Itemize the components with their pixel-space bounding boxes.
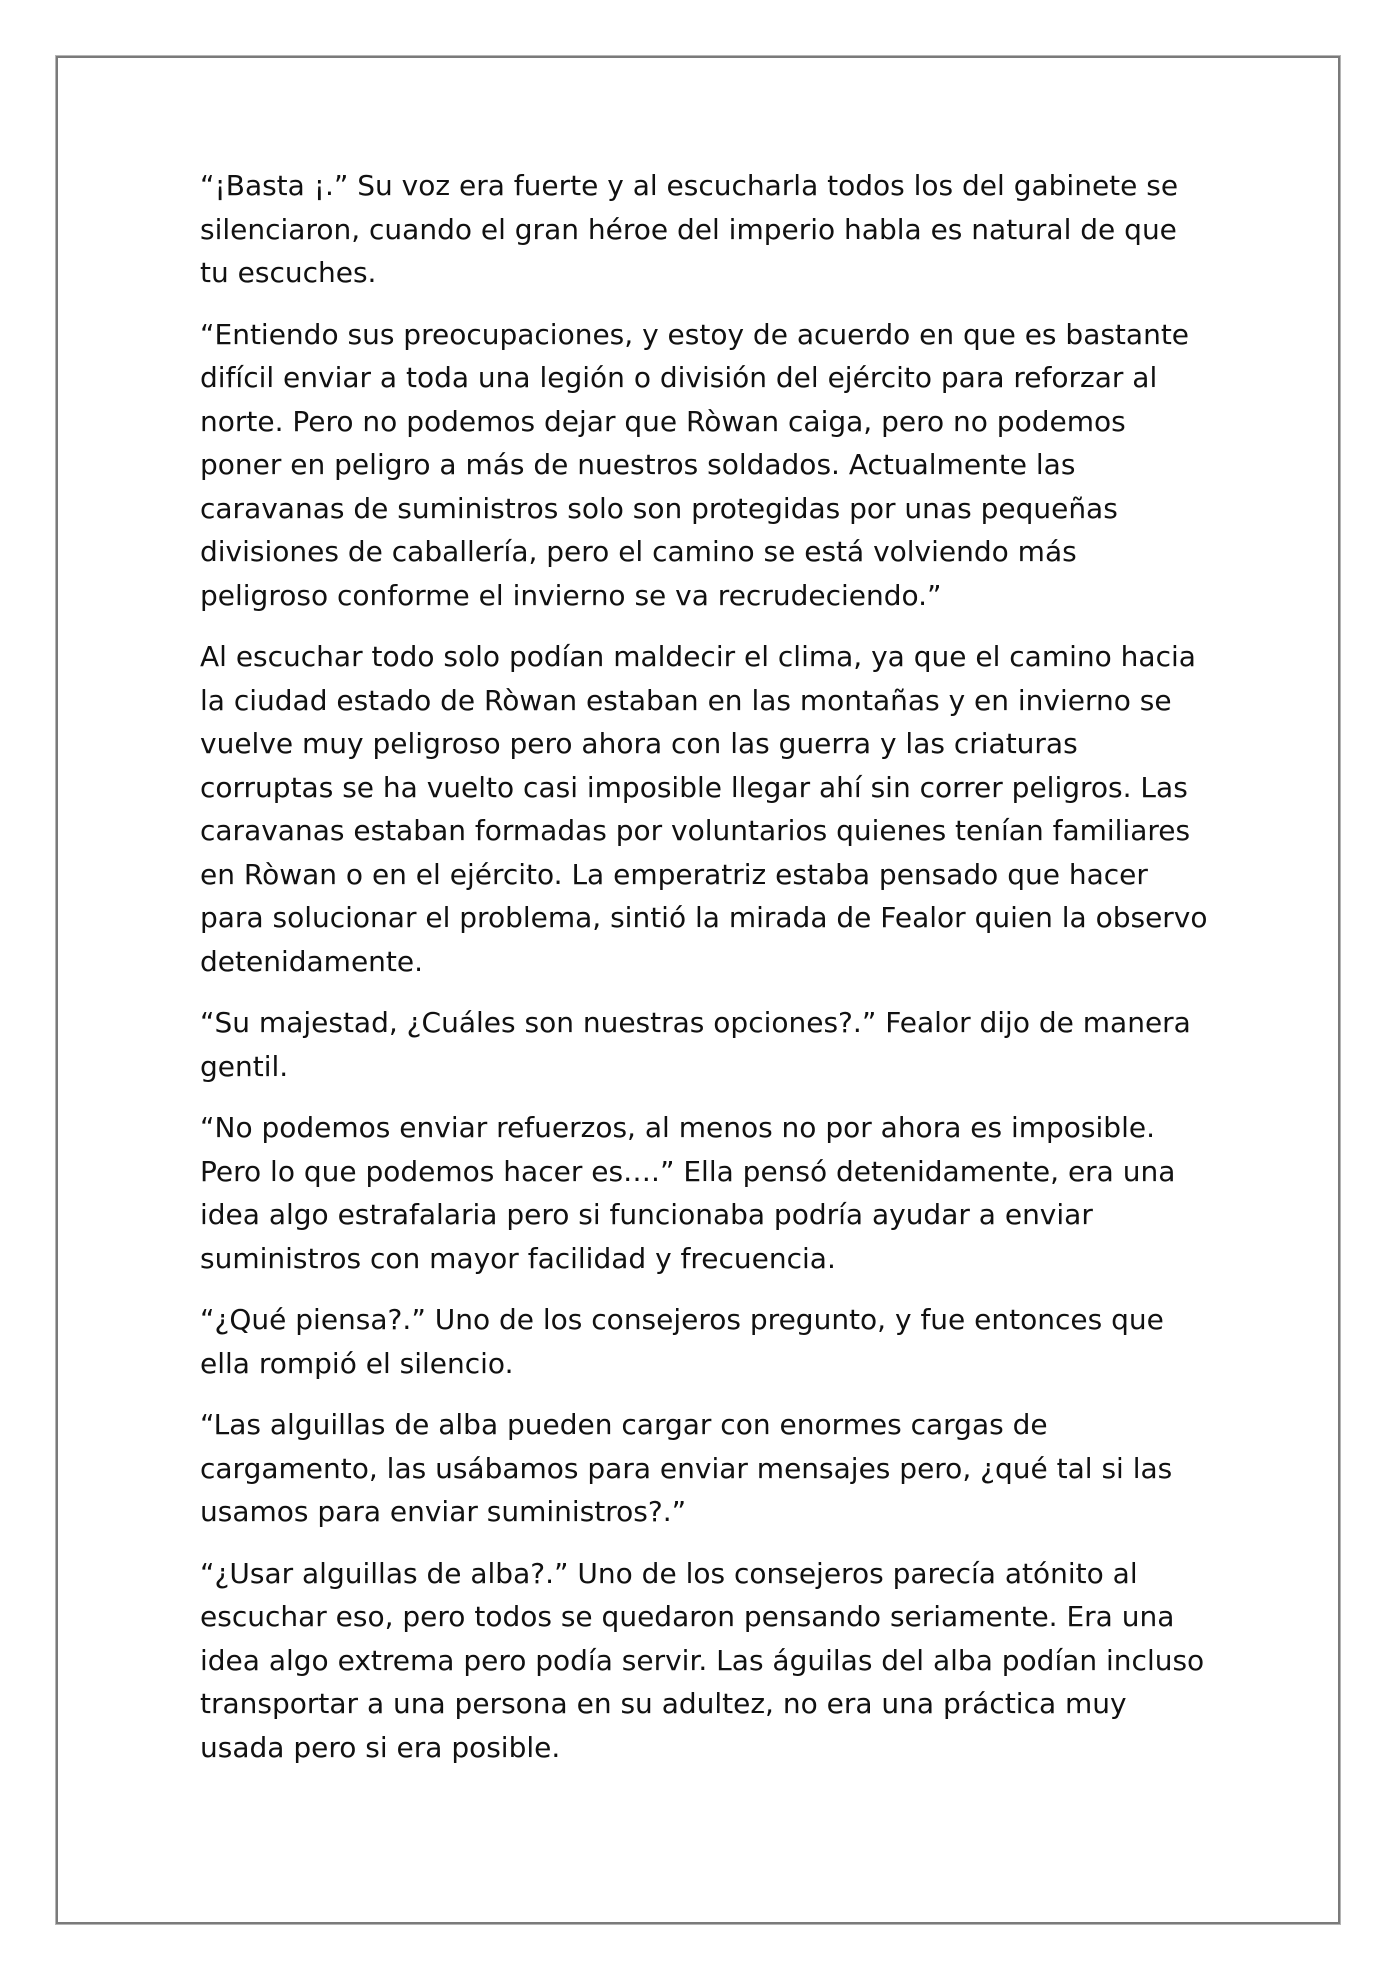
- paragraph-2: “Entiendo sus preocupaciones, y estoy de acuerdo en que es bastante difícil enviar a toda una legión o división del ejército para reforzar al norte. Pero no podemos dejar que Ròwan caiga, pero no podemos poner en peligro a más de nuestros soldados. Actualmente las caravanas de suministros solo son protegidas por unas pequeñas divisiones de caballería, pero el camino se está volviendo más peligroso conforme el invierno se va recrudeciendo.”: [200, 317, 1190, 612]
- paragraph-6: “¿Qué piensa?.” Uno de los consejeros pregunto, y fue entonces que ella rompió el silencio.: [200, 1303, 1164, 1380]
- paragraph-3: Al escuchar todo solo podían maldecir el clima, ya que el camino hacia la ciudad estado de Ròwan estaban en las montañas y en invierno se vuelve muy peligroso pero ahora con las guerra y las criaturas corruptas se ha vuelto casi imposible llegar ahí sin correr peligros. Las caravanas estaban formadas por voluntarios quienes tenían familiares en Ròwan o en el ejército. La emperatriz estaba pensado que hacer para solucionar el problema, sintió la mirada de Fealor quien la observo detenidamente.: [200, 640, 1208, 978]
- document-body: [200, 164, 1210, 1787]
- paragraph-8: “¿Usar alguillas de alba?.” Uno de los consejeros parecía atónito al escuchar eso, pero todos se quedaron pensando seriamente. Era una idea algo extrema pero podía servir. Las águilas del alba podían incluso transportar a una persona en su adultez, no era una práctica muy usada pero si era posible.: [200, 1556, 1205, 1764]
- paragraph-4: “Su majestad, ¿Cuáles son nuestras opciones?.” Fealor dijo de manera gentil.: [200, 1006, 1191, 1083]
- paragraph-7: “Las alguillas de alba pueden cargar con enormes cargas de cargamento, las usábamos para enviar mensajes pero, ¿qué tal si las usamos para enviar suministros?.”: [200, 1408, 1173, 1528]
- paragraph-5: “No podemos enviar refuerzos, al menos no por ahora es imposible. Pero lo que podemos hacer es….” Ella pensó detenidamente, era una idea algo estrafalaria pero si funcionaba podría ayudar a enviar suministros con mayor facilidad y frecuencia.: [200, 1111, 1176, 1275]
- paragraph-1: “¡Basta ¡.” Su voz era fuerte y al escucharla todos los del gabinete se silenciaron, cuando el gran héroe del imperio habla es natural de que tu escuches.: [200, 169, 1179, 289]
